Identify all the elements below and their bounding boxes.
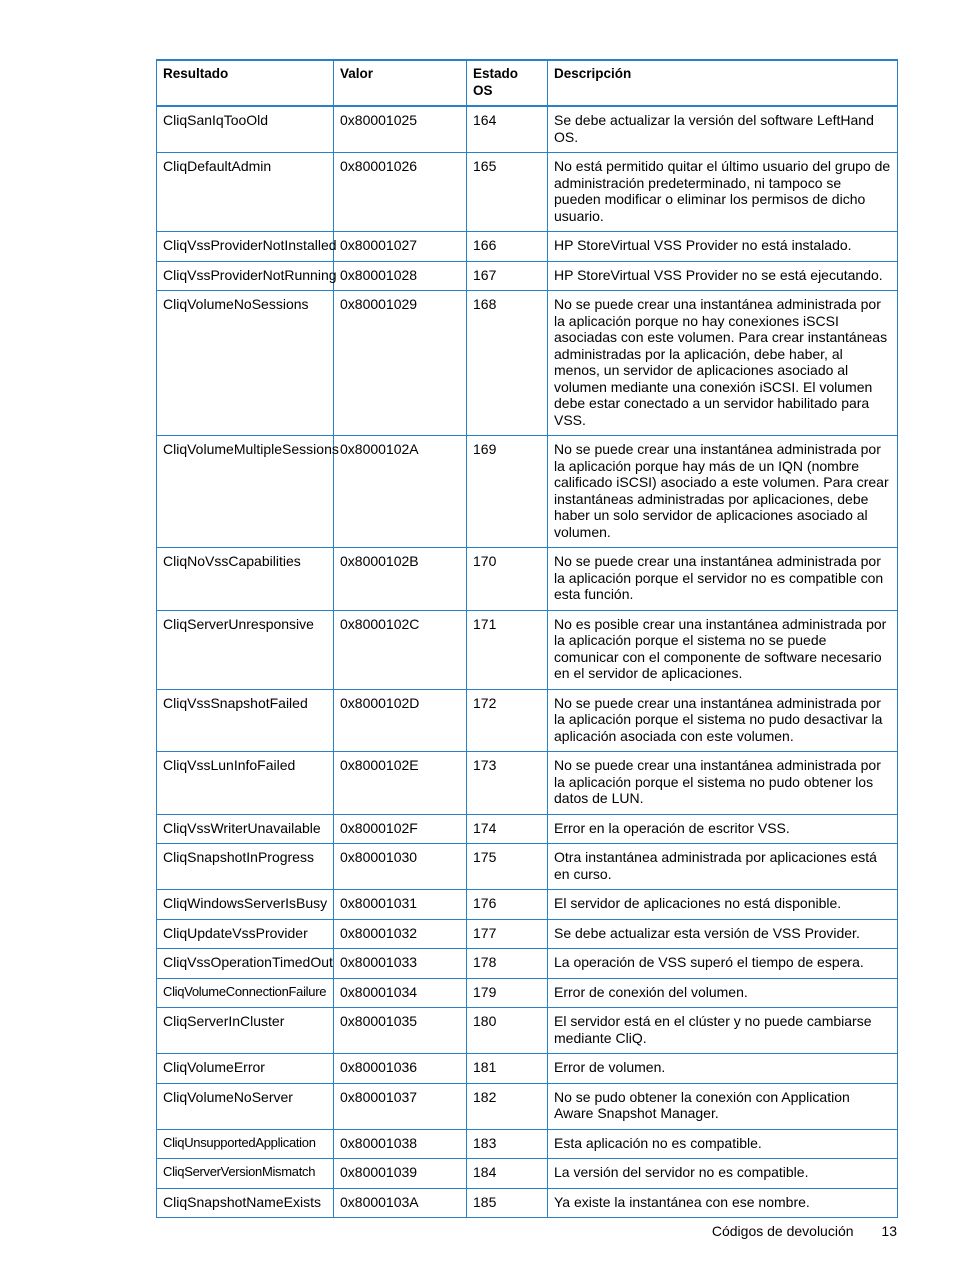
cell-value: 0x8000102A	[334, 436, 467, 548]
cell-value: 0x80001026	[334, 153, 467, 232]
cell-os-status: 175	[467, 844, 548, 890]
footer-section-title: Códigos de devolución	[711, 1223, 854, 1239]
cell-description: No se puede crear una instantánea administrada por la aplicación porque el sistema no pudo desactivar la aplicación asociada con este volumen.	[548, 689, 898, 752]
table-row	[157, 814, 898, 844]
cell-os-status: 168	[467, 291, 548, 436]
table-row	[157, 1159, 898, 1189]
cell-value: 0x8000102B	[334, 548, 467, 611]
cell-description: Error de conexión del volumen.	[548, 978, 898, 1008]
table-row	[157, 689, 898, 752]
cell-value: 0x80001025	[334, 106, 467, 153]
cell-value: 0x80001030	[334, 844, 467, 890]
cell-result: CliqSnapshotNameExists	[157, 1188, 334, 1218]
cell-description: Esta aplicación no es compatible.	[548, 1129, 898, 1159]
cell-os-status: 170	[467, 548, 548, 611]
table-row	[157, 949, 898, 979]
table-row	[157, 1188, 898, 1218]
cell-description: No se puede crear una instantánea administrada por la aplicación porque hay más de un IQN (nombre calificado iSCSI) asociado a este volumen. Para crear instantáneas administradas por aplicaciones, debe haber un solo servidor de aplicaciones asociado al volumen.	[548, 436, 898, 548]
cell-result: CliqVolumeError	[157, 1054, 334, 1084]
cell-value: 0x80001032	[334, 919, 467, 949]
cell-os-status: 172	[467, 689, 548, 752]
cell-os-status: 171	[467, 610, 548, 689]
page-footer	[712, 1223, 897, 1239]
cell-value: 0x8000102C	[334, 610, 467, 689]
cell-result: CliqNoVssCapabilities	[157, 548, 334, 611]
table-row	[157, 610, 898, 689]
return-codes-table	[156, 59, 898, 1218]
cell-result: CliqSnapshotInProgress	[157, 844, 334, 890]
table-row	[157, 106, 898, 153]
cell-description: No se puede crear una instantánea administrada por la aplicación porque el sistema no pudo obtener los datos de LUN.	[548, 752, 898, 815]
cell-os-status: 179	[467, 978, 548, 1008]
header-description: Descripción	[548, 60, 898, 106]
cell-value: 0x80001038	[334, 1129, 467, 1159]
cell-result: CliqVssWriterUnavailable	[157, 814, 334, 844]
table-row	[157, 261, 898, 291]
header-result: Resultado	[157, 60, 334, 106]
table-row	[157, 978, 898, 1008]
cell-result: CliqUnsupportedApplication	[157, 1129, 334, 1159]
cell-value: 0x80001027	[334, 232, 467, 262]
table-row	[157, 1129, 898, 1159]
table-row	[157, 291, 898, 436]
table-row	[157, 919, 898, 949]
table-body	[157, 106, 898, 1218]
cell-result: CliqServerInCluster	[157, 1008, 334, 1054]
cell-value: 0x8000102D	[334, 689, 467, 752]
cell-value: 0x80001034	[334, 978, 467, 1008]
cell-os-status: 165	[467, 153, 548, 232]
header-os-status: Estado OS	[467, 60, 548, 106]
table-row	[157, 436, 898, 548]
cell-result: CliqVssProviderNotInstalled	[157, 232, 334, 262]
cell-description: Se debe actualizar esta versión de VSS Provider.	[548, 919, 898, 949]
cell-os-status: 164	[467, 106, 548, 153]
cell-result: CliqVolumeConnectionFailure	[157, 978, 334, 1008]
cell-os-status: 174	[467, 814, 548, 844]
cell-description: No se pudo obtener la conexión con Application Aware Snapshot Manager.	[548, 1083, 898, 1129]
table-row	[157, 1083, 898, 1129]
page-number: 13	[881, 1223, 897, 1239]
cell-result: CliqVolumeNoServer	[157, 1083, 334, 1129]
cell-result: CliqVssSnapshotFailed	[157, 689, 334, 752]
cell-description: La versión del servidor no es compatible.	[548, 1159, 898, 1189]
cell-result: CliqServerUnresponsive	[157, 610, 334, 689]
table-row	[157, 844, 898, 890]
cell-os-status: 181	[467, 1054, 548, 1084]
table-row	[157, 153, 898, 232]
cell-description: Otra instantánea administrada por aplicaciones está en curso.	[548, 844, 898, 890]
cell-value: 0x80001036	[334, 1054, 467, 1084]
cell-description: No es posible crear una instantánea administrada por la aplicación porque el sistema no se puede comunicar con el componente de software necesario en el servidor de aplicaciones.	[548, 610, 898, 689]
cell-value: 0x80001028	[334, 261, 467, 291]
cell-result: CliqVssProviderNotRunning	[157, 261, 334, 291]
cell-os-status: 184	[467, 1159, 548, 1189]
cell-os-status: 167	[467, 261, 548, 291]
cell-description: La operación de VSS superó el tiempo de espera.	[548, 949, 898, 979]
cell-value: 0x80001031	[334, 890, 467, 920]
cell-os-status: 176	[467, 890, 548, 920]
cell-value: 0x8000102E	[334, 752, 467, 815]
cell-value: 0x80001035	[334, 1008, 467, 1054]
cell-result: CliqVolumeNoSessions	[157, 291, 334, 436]
cell-result: CliqWindowsServerIsBusy	[157, 890, 334, 920]
cell-os-status: 185	[467, 1188, 548, 1218]
table-row	[157, 1008, 898, 1054]
cell-os-status: 177	[467, 919, 548, 949]
cell-value: 0x80001029	[334, 291, 467, 436]
cell-value: 0x80001033	[334, 949, 467, 979]
cell-result: CliqVssLunInfoFailed	[157, 752, 334, 815]
header-value: Valor	[334, 60, 467, 106]
table-row	[157, 752, 898, 815]
cell-description: No se puede crear una instantánea administrada por la aplicación porque el servidor no es compatible con esta función.	[548, 548, 898, 611]
cell-description: Ya existe la instantánea con ese nombre.	[548, 1188, 898, 1218]
cell-result: CliqVssOperationTimedOut	[157, 949, 334, 979]
cell-value: 0x8000102F	[334, 814, 467, 844]
cell-description: HP StoreVirtual VSS Provider no se está ejecutando.	[548, 261, 898, 291]
table-row	[157, 548, 898, 611]
cell-os-status: 166	[467, 232, 548, 262]
table-row	[157, 232, 898, 262]
cell-result: CliqDefaultAdmin	[157, 153, 334, 232]
cell-result: CliqVolumeMultipleSessions	[157, 436, 334, 548]
cell-description: Se debe actualizar la versión del software LeftHand OS.	[548, 106, 898, 153]
cell-result: CliqSanIqTooOld	[157, 106, 334, 153]
cell-os-status: 182	[467, 1083, 548, 1129]
cell-value: 0x80001039	[334, 1159, 467, 1189]
cell-description: El servidor está en el clúster y no puede cambiarse mediante CliQ.	[548, 1008, 898, 1054]
cell-description: No está permitido quitar el último usuario del grupo de administración predeterminado, ni tampoco se pueden modificar o eliminar los permisos de dicho usuario.	[548, 153, 898, 232]
cell-os-status: 169	[467, 436, 548, 548]
cell-description: Error de volumen.	[548, 1054, 898, 1084]
table-header-row	[157, 60, 898, 106]
cell-os-status: 180	[467, 1008, 548, 1054]
table-row	[157, 1054, 898, 1084]
cell-value: 0x8000103A	[334, 1188, 467, 1218]
cell-result: CliqServerVersionMismatch	[157, 1159, 334, 1189]
cell-value: 0x80001037	[334, 1083, 467, 1129]
table-row	[157, 890, 898, 920]
cell-os-status: 178	[467, 949, 548, 979]
cell-description: El servidor de aplicaciones no está disponible.	[548, 890, 898, 920]
cell-os-status: 173	[467, 752, 548, 815]
cell-description: Error en la operación de escritor VSS.	[548, 814, 898, 844]
cell-result: CliqUpdateVssProvider	[157, 919, 334, 949]
cell-description: No se puede crear una instantánea administrada por la aplicación porque no hay conexiones iSCSI asociadas con este volumen. Para crear instantáneas administradas por la aplicación, debe haber, al menos, un servidor de aplicaciones asociado al volumen mediante una conexión iSCSI. El volumen debe estar conectado a un servidor habilitado para VSS.	[548, 291, 898, 436]
cell-os-status: 183	[467, 1129, 548, 1159]
cell-description: HP StoreVirtual VSS Provider no está instalado.	[548, 232, 898, 262]
